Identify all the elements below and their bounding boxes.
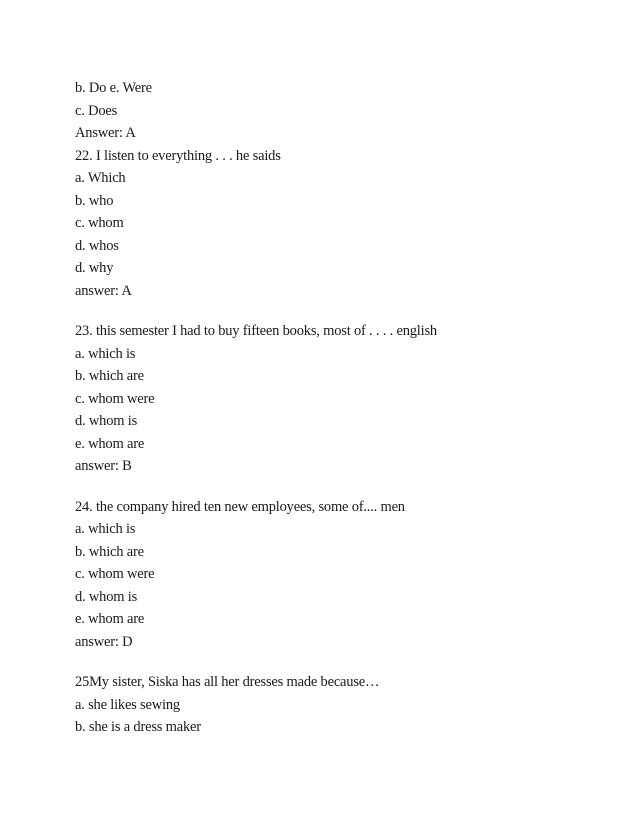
option-line: e. whom are (75, 611, 145, 627)
option-line: c. whom were (75, 566, 155, 582)
option-line: b. which are (75, 368, 144, 384)
answer-line: answer: D (75, 633, 133, 650)
document-page (75, 77, 595, 739)
spacer (75, 653, 595, 671)
option-line: e. whom are (75, 435, 145, 452)
option-line: a. which is (75, 345, 136, 362)
option-line: d. whom is (75, 588, 138, 605)
text-line: c. Does (75, 102, 118, 119)
option-line: d. whom is (75, 413, 138, 429)
spacer (75, 478, 595, 496)
question-23: 23. this semester I had to buy fifteen books, most of . . . . english (75, 323, 437, 339)
text-line: b. Do e. Were (75, 80, 152, 96)
question-24: 24. the company hired ten new employees, some of.... men (75, 498, 405, 515)
option-line: a. she likes sewing (75, 696, 180, 713)
answer-line: answer: B (75, 458, 132, 474)
question-25: 25My sister, Siska has all her dresses made because… (75, 674, 380, 690)
question-22: 22. I listen to everything . . . he saids (75, 147, 281, 164)
option-line: d. whos (75, 237, 119, 254)
spacer (75, 302, 595, 320)
option-line: c. whom (75, 215, 124, 231)
option-line: b. who (75, 192, 114, 209)
answer-line: Answer: A (75, 125, 136, 141)
option-line: a. which is (75, 521, 136, 537)
option-line: b. she is a dress maker (75, 719, 201, 735)
option-line: a. Which (75, 170, 126, 186)
answer-line: answer: A (75, 282, 132, 299)
option-line: d. why (75, 260, 114, 276)
option-line: b. which are (75, 543, 144, 560)
option-line: c. whom were (75, 390, 155, 407)
